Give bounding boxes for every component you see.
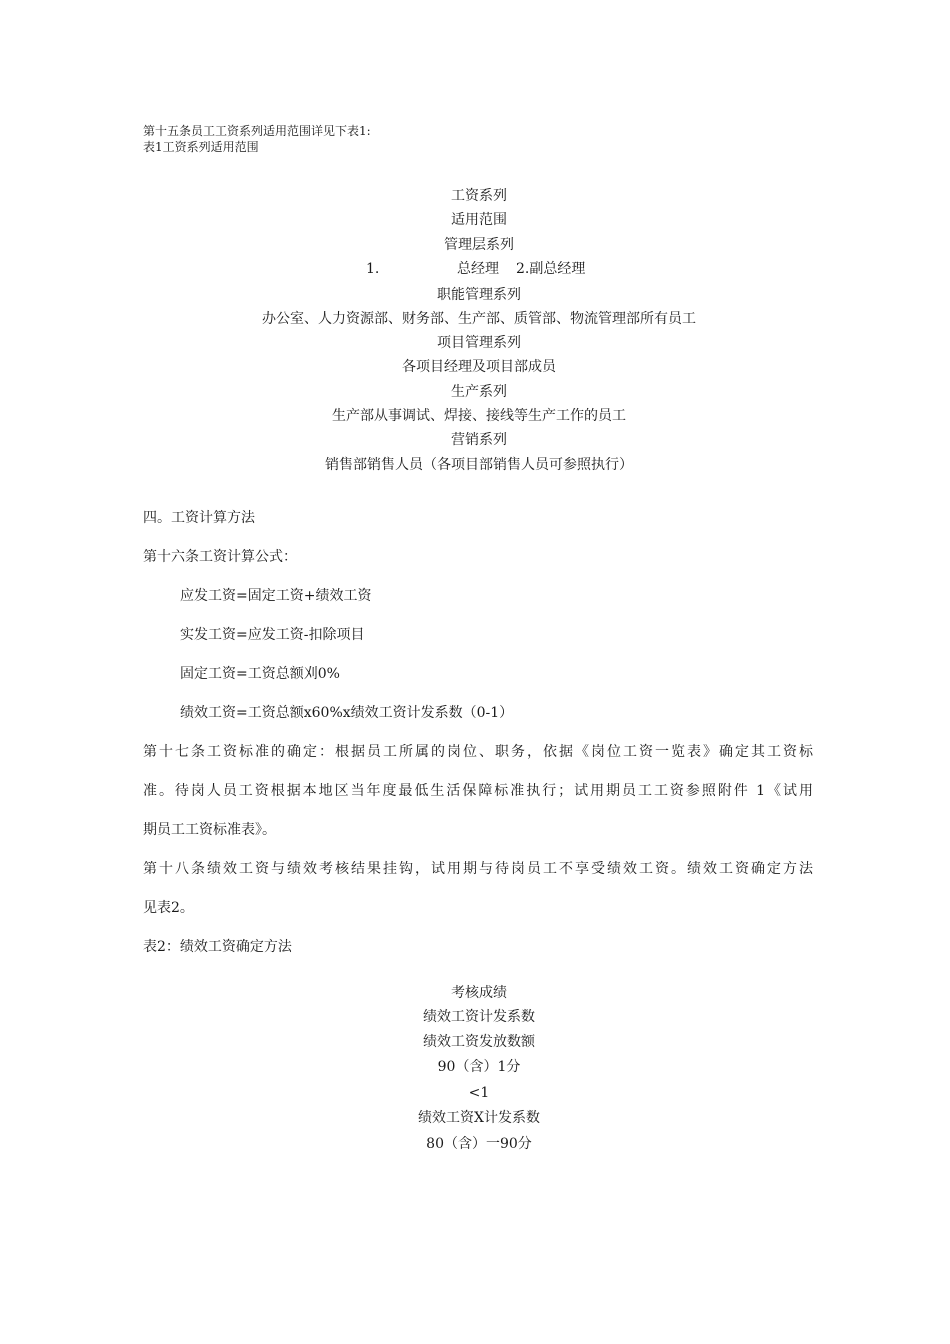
table2-row1-coef: <1 — [468, 1085, 490, 1101]
table1-func-series: 职能管理系列 — [437, 287, 521, 303]
table1-prod-scope: 生产部从事调试、焊接、接线等生产工作的员工 — [332, 408, 626, 424]
table2-row1-score: 90（含）1分 — [437, 1059, 521, 1075]
table1-prod-series: 生产系列 — [451, 384, 507, 400]
table1-mgmt-item-num: 1. — [366, 261, 380, 277]
article17-line2: 准。待岗人员工资根据本地区当年度最低生活保障标准执行；试用期员工工资参照附件 1《试用 — [143, 783, 813, 799]
article18-line2: 见表2。 — [143, 900, 194, 916]
table2-row1-amount: 绩效工资X计发系数 — [418, 1110, 540, 1126]
article17-line3: 期员工工资标准表》。 — [143, 822, 276, 838]
table1-mgmt-scope-row — [0, 259, 950, 279]
table1-proj-series: 项目管理系列 — [437, 335, 521, 351]
table2-caption: 表2：绩效工资确定方法 — [143, 939, 292, 955]
table1-col2-header: 适用范围 — [451, 212, 507, 228]
formula-net-pay: 实发工资=应发工资-扣除项目 — [180, 627, 365, 643]
article17-line1: 第十七条工资标准的确定：根据员工所属的岗位、职务，依据《岗位工资一览表》确定其工资标 — [143, 744, 813, 760]
table1-mgmt-series: 管理层系列 — [444, 237, 514, 253]
article15-text: 第十五条员工工资系列适用范围详见下表1: — [143, 124, 371, 138]
table2-col3-header: 绩效工资发放数额 — [423, 1034, 535, 1050]
table1-sales-scope: 销售部销售人员（各项目部销售人员可参照执行） — [325, 457, 633, 473]
formula-gross-pay: 应发工资=固定工资+绩效工资 — [180, 588, 372, 604]
table1-func-scope: 办公室、人力资源部、财务部、生产部、质管部、物流管理部所有员工 — [262, 311, 696, 327]
table2-col1-header: 考核成绩 — [451, 985, 507, 1001]
table1-caption: 表1工资系列适用范围 — [143, 140, 259, 154]
table1-mgmt-item2: 2.副总经理 — [516, 261, 586, 277]
table1-sales-series: 营销系列 — [451, 432, 507, 448]
formula-performance-pay: 绩效工资=工资总额x60%x绩效工资计发系数（0-1） — [180, 705, 514, 721]
table2-col2-header: 绩效工资计发系数 — [423, 1009, 535, 1025]
article16-text: 第十六条工资计算公式： — [143, 549, 297, 565]
section4-heading: 四。工资计算方法 — [143, 510, 255, 526]
table1-col1-header: 工资系列 — [451, 188, 507, 204]
table2-row2-score: 80（含）一90分 — [426, 1136, 532, 1152]
article18-line1: 第十八条绩效工资与绩效考核结果挂钩，试用期与待岗员工不享受绩效工资。绩效工资确定方法 — [143, 861, 813, 877]
formula-fixed-pay: 固定工资=工资总额刈0% — [180, 666, 340, 682]
table1-mgmt-item-text: 总经理 — [457, 261, 499, 277]
table1-proj-scope: 各项目经理及项目部成员 — [402, 359, 556, 375]
